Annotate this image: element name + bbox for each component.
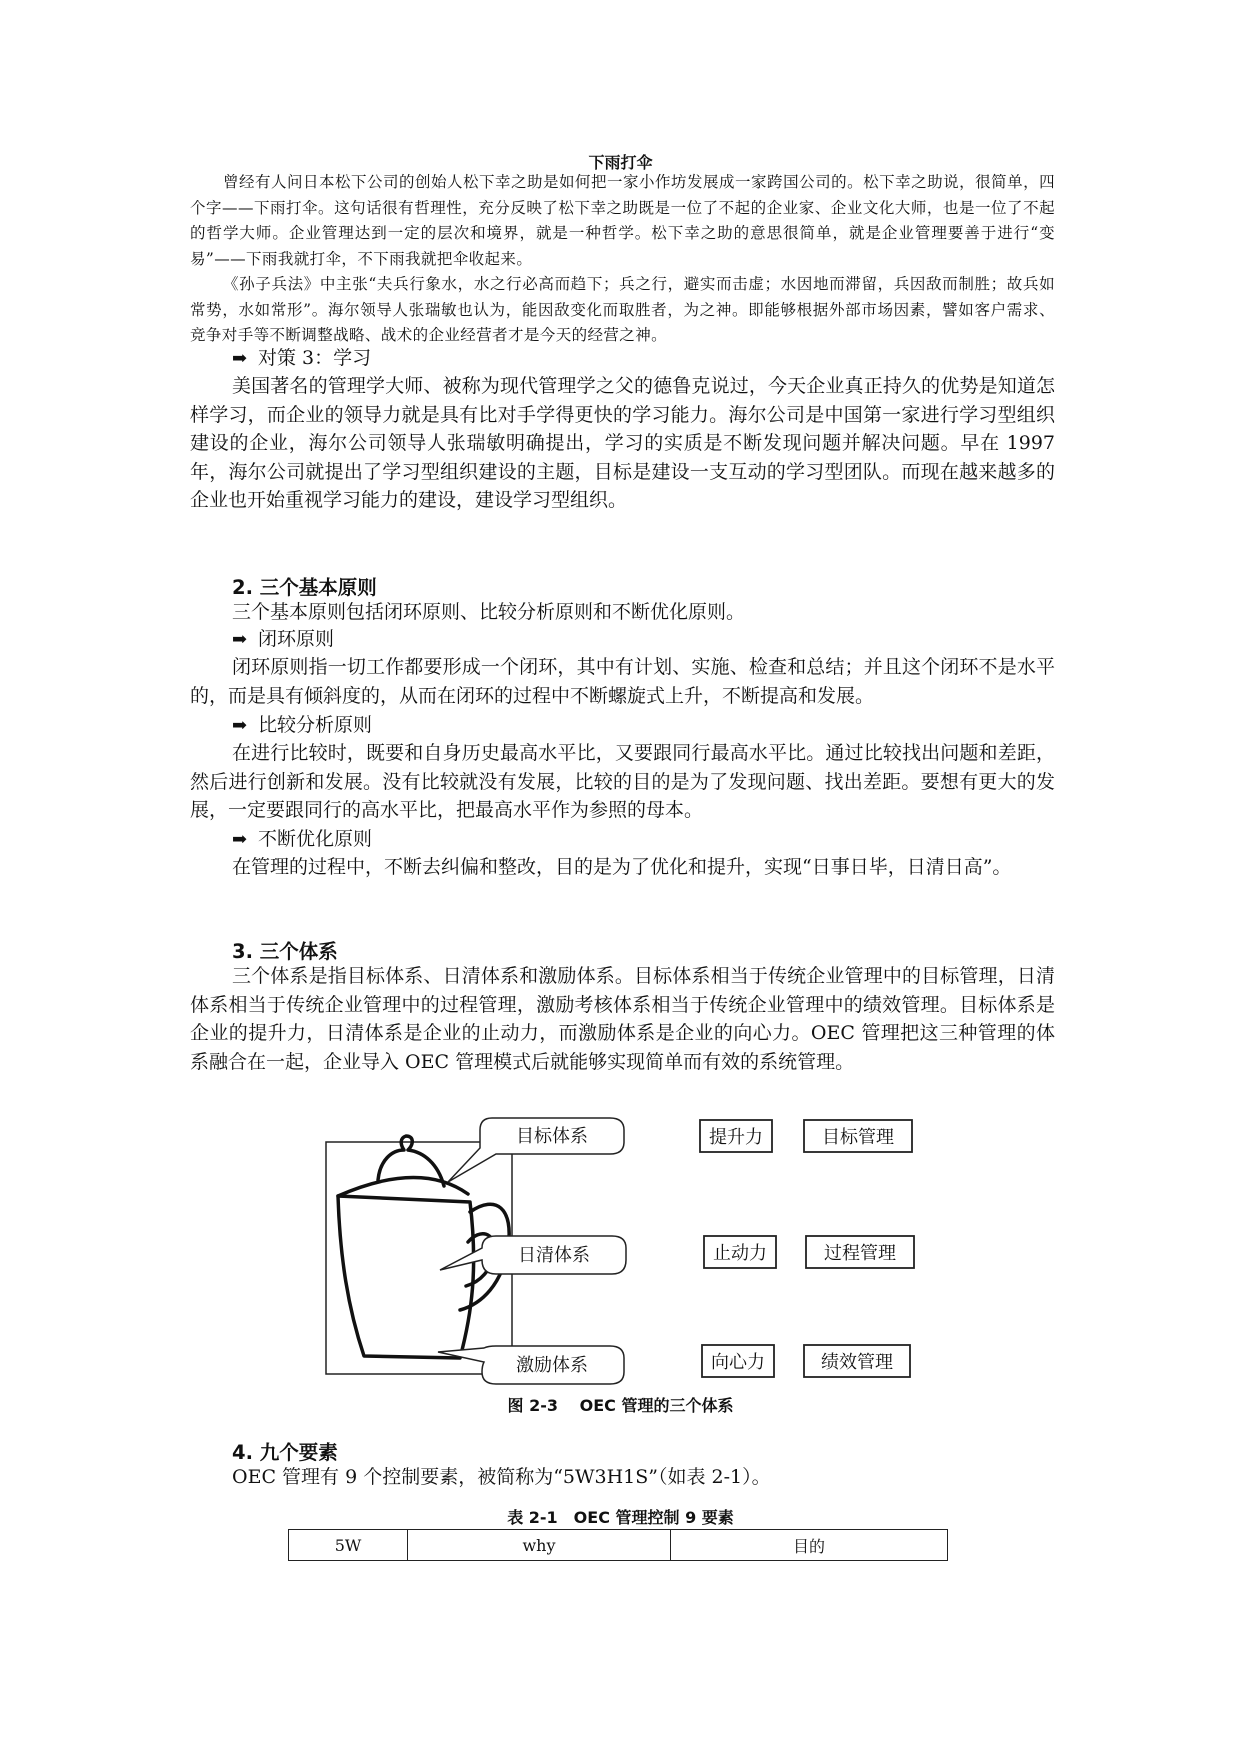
section-heading-elements: 4. 九个要素 [232,1441,338,1464]
inset-paragraph-2: 《孙子兵法》中主张“夫兵行象水，水之行必高而趋下；兵之行，避实而击虚；水因地而滞留，兵因敌而制胜；故兵如常势，水如常形”。海尔领导人张瑞敏也认为，能因敌变化而取胜者，为之神。即能够根据外部市场因素，譬如客户需求、竞争对手等不断调整战略、战术的企业经营者才是今天的经营之神。 [190,275,1055,344]
bullet-label: 对策 3：学习 [258,347,372,369]
cup-body [338,1196,474,1358]
bullet-closed-loop [232,625,334,654]
bullet-optimize [232,825,372,854]
table-row [289,1530,948,1561]
force-box-stop [704,1236,776,1268]
paragraph-principles-intro: 三个基本原则包括闭环原则、比较分析原则和不断优化原则。 [232,601,746,623]
force-box-center [702,1345,774,1377]
bullet-compare [232,711,372,740]
paragraph-optimize: 在管理的过程中，不断去纠偏和整改，目的是为了优化和提升，实现“日事日毕，日清日高”。 [232,856,1012,878]
arrow-icon: ➡ [232,629,248,650]
mgmt-label: 过程管理 [824,1243,896,1264]
bullet-strategy-learning [232,344,371,373]
paragraph-closed-loop: 闭环原则指一切工作都要形成一个闭环，其中有计划、实施、检查和总结；并且这个闭环不是水平的，而是具有倾斜度的，从而在闭环的过程中不断螺旋式上升，不断提高和发展。 [190,656,1055,707]
force-label: 止动力 [713,1243,767,1264]
mgmt-box-performance [804,1345,910,1377]
figure-three-systems [320,1108,920,1393]
bullet-label: 闭环原则 [258,628,335,650]
mgmt-box-goal [804,1120,912,1152]
mgmt-box-process [806,1236,914,1268]
bubble-daily-label: 日清体系 [518,1245,590,1266]
inset-paragraph-1: 曾经有人问日本松下公司的创始人松下幸之助是如何把一家小作坊发展成一家跨国公司的。松下幸之助说，很简单，四个字——下雨打伞。这句话很有哲理性，充分反映了松下幸之助既是一位了不起的企业家、企业文化大师，也是一位了不起的哲学大师。企业管理达到一定的层次和境界，就是一种哲学。松下幸之助的意思很简单，就是企业管理要善于进行“变易”——下雨我就打伞，不下雨我就把伞收起来。 [190,173,1055,268]
table-cell: 目的 [671,1530,948,1561]
bubble-incentive-label: 激励体系 [516,1355,588,1376]
paragraph-compare: 在进行比较时，既要和自身历史最高水平比，又要跟同行最高水平比。通过比较找出问题和差距，然后进行创新和发展。没有比较就没有发展，比较的目的是为了发现问题、找出差距。要想有更大的发展，一定要跟同行的高水平比，把最高水平作为参照的母本。 [190,742,1055,821]
mgmt-label: 目标管理 [822,1127,894,1148]
force-label: 提升力 [709,1127,763,1148]
paragraph-elements: OEC 管理有 9 个控制要素，被简称为“5W3H1S”（如表 2-1）。 [232,1466,771,1488]
arrow-icon: ➡ [232,348,248,369]
bubble-incentive [438,1346,624,1384]
elements-table [288,1529,948,1561]
section-heading-systems: 3. 三个体系 [232,940,338,963]
paragraph-systems: 三个体系是指目标体系、日清体系和激励体系。目标体系相当于传统企业管理中的目标管理，日清体系相当于传统企业管理中的过程管理，激励考核体系相当于传统企业管理中的绩效管理。目标体系是企业的提升力，日清体系是企业的止动力，而激励体系是企业的向心力。OEC 管理把这三种管理的体系融合在一起，企业导入 OEC 管理模式后就能够实现简单而有效的系统管理。 [190,965,1055,1073]
table-cell: why [408,1530,671,1561]
mgmt-label: 绩效管理 [821,1352,893,1373]
table-cell: 5W [289,1530,408,1561]
arrow-icon: ➡ [232,829,248,850]
section-heading-principles: 2. 三个基本原则 [232,576,377,599]
arrow-icon: ➡ [232,715,248,736]
figure-caption: 图 2-3 OEC 管理的三个体系 [507,1396,734,1415]
table-caption: 表 2-1 OEC 管理控制 9 要素 [507,1508,734,1527]
inset-title: 下雨打伞 [588,153,653,172]
cup-rim [338,1177,468,1196]
force-label: 向心力 [711,1352,765,1373]
bubble-goal [448,1118,624,1182]
force-box-lift [700,1120,772,1152]
bubble-goal-label: 目标体系 [516,1126,588,1147]
bullet-label: 比较分析原则 [258,714,373,736]
paragraph-learning: 美国著名的管理学大师、被称为现代管理学之父的德鲁克说过，今天企业真正持久的优势是知道怎样学习，而企业的领导力就是具有比对手学得更快的学习能力。海尔公司是中国第一家进行学习型组织建设的企业，海尔公司领导人张瑞敏明确提出，学习的实质是不断发现问题并解决问题。早在 1997 年，海尔公司就提出了学习型组织建设的主题，目标是建设一支互动的学习型团队。而现在越来越多的企业也开始重视学习能力的建设，建设学习型组织。 [190,375,1055,511]
bullet-label: 不断优化原则 [258,828,373,850]
